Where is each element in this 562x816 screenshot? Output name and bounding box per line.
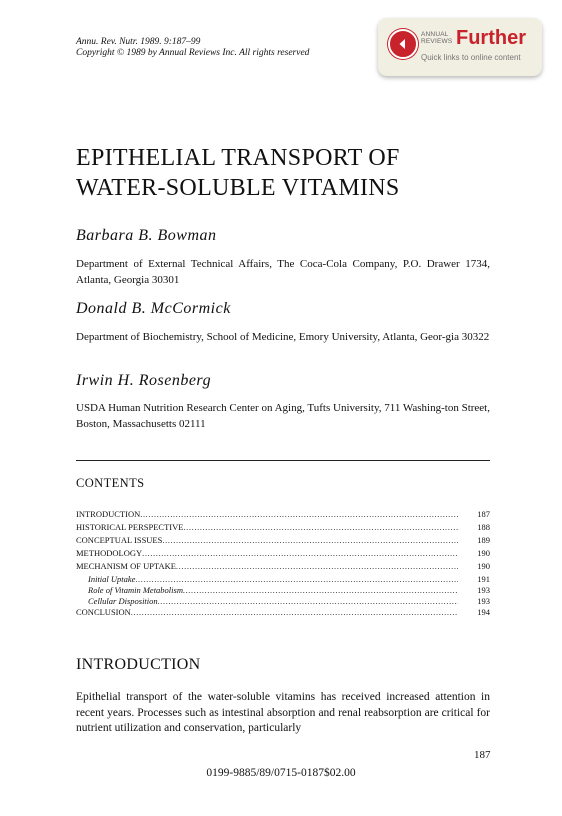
toc-page: 193: [477, 596, 490, 606]
author-affiliation-3: USDA Human Nutrition Research Center on Aging, Tufts University, 711 Washing-ton Street, Boston, Massachusetts 02111: [76, 402, 490, 430]
toc-label: MECHANISM OF UPTAKE: [76, 561, 176, 571]
toc-entry[interactable]: [76, 561, 490, 574]
badge-subtitle: Quick links to online content: [421, 53, 521, 62]
toc-entry[interactable]: [76, 509, 490, 522]
contents-divider: [76, 460, 490, 461]
toc-entry[interactable]: [76, 535, 490, 548]
author-name-1: Barbara B. Bowman: [76, 227, 217, 244]
toc-subentry[interactable]: [76, 596, 490, 607]
title-line-2: WATER-SOLUBLE VITAMINS: [76, 175, 400, 201]
author-affiliation-2: Department of Biochemistry, School of Medicine, Emory University, Atlanta, Geor-gia 30322: [76, 331, 490, 343]
toc-page: 187: [477, 509, 490, 519]
toc-label: Role of Vitamin Metabolism: [88, 585, 183, 595]
toc-entry[interactable]: [76, 522, 490, 535]
toc-page: 193: [477, 585, 490, 595]
journal-citation: Annu. Rev. Nutr. 1989. 9:187–99: [76, 37, 201, 47]
badge-annual: ANNUAL: [421, 31, 449, 38]
toc-label: Initial Uptake: [88, 574, 136, 584]
annual-reviews-further-badge[interactable]: [378, 18, 542, 76]
contents-heading: CONTENTS: [76, 476, 145, 490]
author-affiliation-1: Department of External Technical Affairs, The Coca-Cola Company, P.O. Drawer 1734, Atlanta, Georgia 30301: [76, 258, 490, 286]
toc-label: HISTORICAL PERSPECTIVE: [76, 522, 184, 532]
toc-page: 190: [477, 548, 490, 558]
journal-citation-block: [76, 37, 309, 59]
toc-page: 189: [477, 535, 490, 545]
title-line-1: EPITHELIAL TRANSPORT OF: [76, 145, 400, 171]
toc-subentry[interactable]: [76, 574, 490, 585]
badge-further-label: Further: [456, 27, 526, 49]
badge-annual-reviews: [421, 31, 452, 45]
page-number: 187: [474, 749, 491, 761]
toc-entry[interactable]: [76, 607, 490, 620]
author-name-3: Irwin H. Rosenberg: [76, 372, 212, 389]
table-of-contents: [76, 509, 490, 620]
toc-label: INTRODUCTION: [76, 509, 141, 519]
article-code-footer: 0199-9885/89/0715-0187$02.00: [206, 767, 356, 779]
copyright-notice: Copyright © 1989 by Annual Reviews Inc. All rights reserved: [76, 48, 310, 58]
toc-label: CONCLUSION: [76, 607, 131, 617]
badge-reviews: REVIEWS: [421, 38, 453, 45]
toc-page: 190: [477, 561, 490, 571]
toc-entry[interactable]: [76, 548, 490, 561]
toc-page: 194: [477, 607, 490, 617]
toc-label: METHODOLOGY: [76, 548, 143, 558]
toc-label: Cellular Disposition: [88, 596, 158, 606]
play-arrow-icon: [388, 29, 418, 59]
toc-page: 188: [477, 522, 490, 532]
toc-subentry[interactable]: [76, 585, 490, 596]
introduction-paragraph: Epithelial transport of the water-soluble vitamins has received increased attention in recent years. Processes such as intestinal absorption and renal reabsorption are critical for nutrient utilization and conservation, particularly: [76, 691, 490, 734]
introduction-heading: INTRODUCTION: [76, 656, 201, 673]
author-name-2: Donald B. McCormick: [76, 300, 231, 317]
article-title: [76, 143, 400, 203]
toc-page: 191: [477, 574, 490, 584]
toc-label: CONCEPTUAL ISSUES: [76, 535, 163, 545]
